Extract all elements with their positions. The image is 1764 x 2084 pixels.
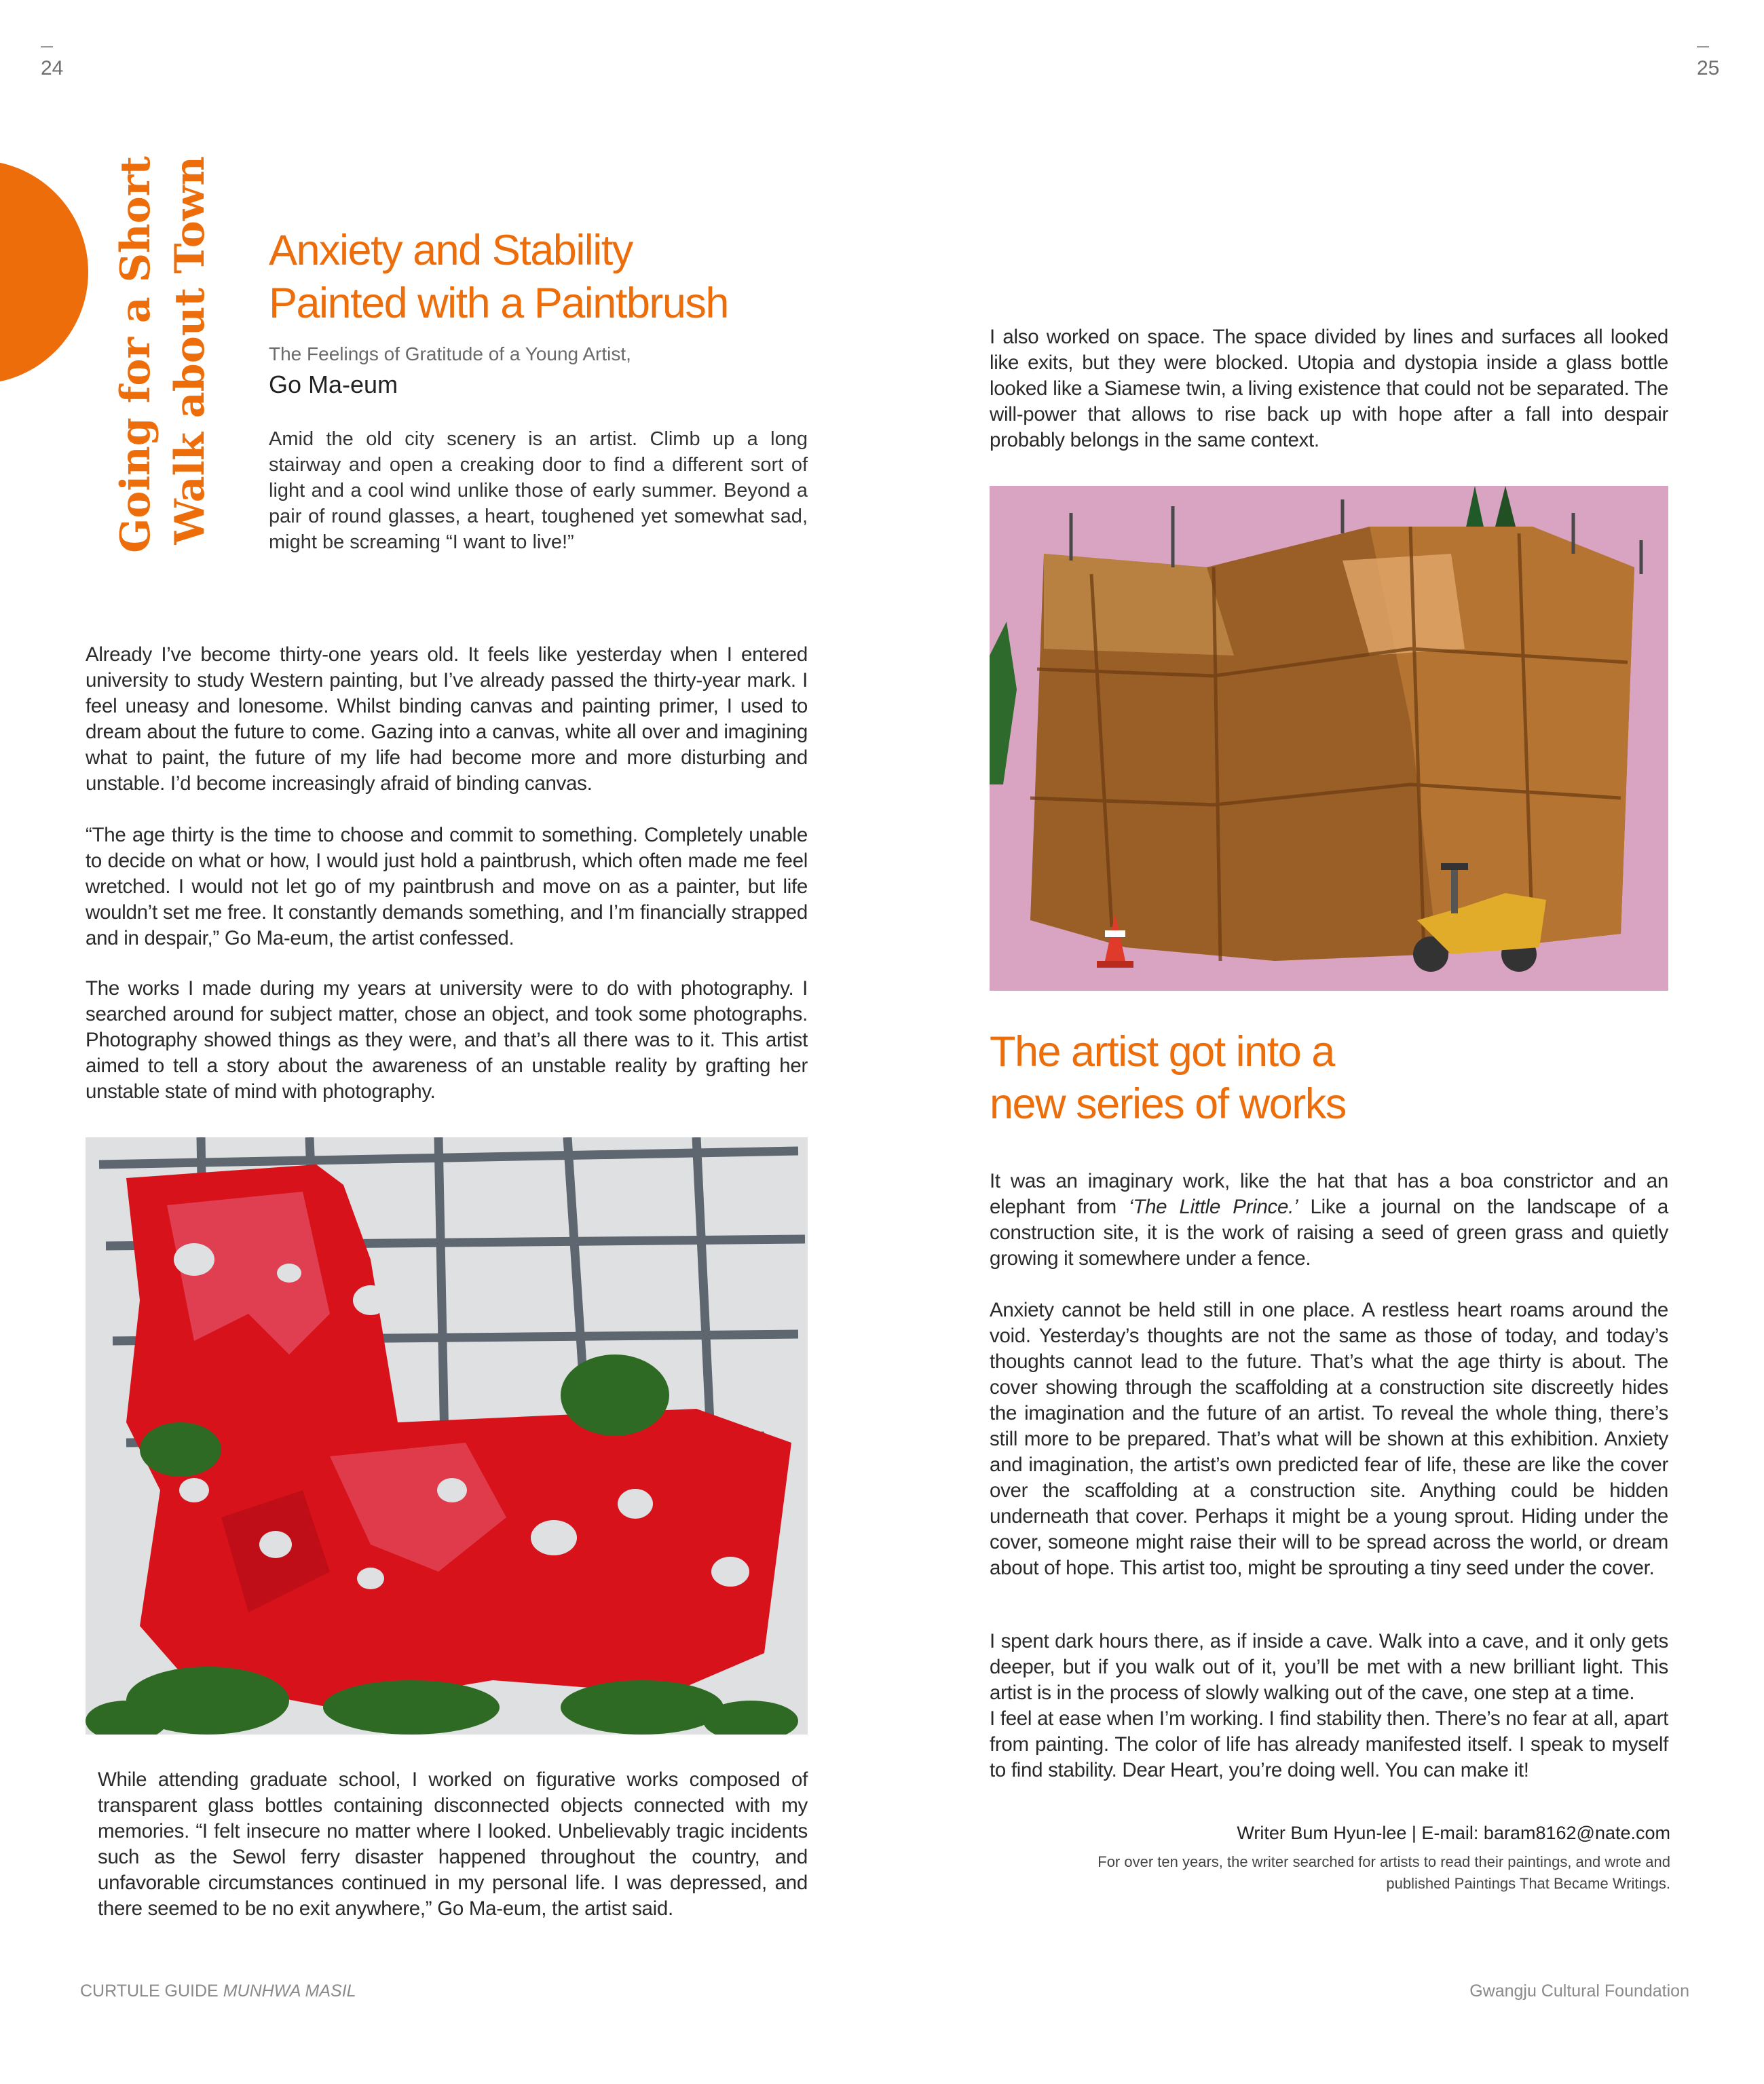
footer-prefix: CURTULE GUIDE: [80, 1982, 223, 2001]
footer-magazine-name: [80, 1982, 356, 2001]
section-marker-circle: [0, 160, 88, 384]
article-subtitle: The Feelings of Gratitude of a Young Artist,: [269, 343, 631, 364]
footer-magazine-title: MUNHWA MASIL: [223, 1982, 356, 2001]
article-title: [269, 224, 785, 330]
artist-name: Go Ma-eum: [269, 371, 398, 398]
body-paragraph-4: While attending graduate school, I worked on figurative works composed of transparent glass bottles containing disconnected objects connected with my memories. “I felt insecure no matter where I looked. Unbelievably tragic incidents such as the Sewol ferry disaster happened throughout the country, and unfavorable circumstances continued in my personal life. I was depressed, and there seemed to be no exit anywhere,” Go Ma-eum, the artist said.: [98, 1768, 808, 1920]
section-title-line2: new series of works: [990, 1080, 1346, 1128]
section-title: [990, 1026, 1600, 1131]
painting-red-cloth: [86, 1137, 808, 1735]
section-label-line1: Going for a Short: [112, 156, 159, 553]
body-paragraph-6: [990, 1169, 1668, 1272]
book-title: ‘The Little Prince.’: [1129, 1196, 1298, 1218]
body-paragraph-7: Anxiety cannot be held still in one place. A restless heart roams around the void. Yesterday’s thoughts are not the same as those of today, and today’s thoughts cannot lead to the future. That’s what the age thirty is about. The cover showing through the scaffolding at a construction site discreetly hides the imagination and the future of an artist. To reveal the whole thing, there’s still more to be prepared. That’s what will be shown at this exhibition. Anxiety and imagination, the artist’s own predicted fear of life, these are like the cover over the scaffolding at a construction site. Anything could be hidden underneath that cover. Perhaps it might be a young sprout. Hiding under the cover, someone might raise their will to be spread across the world, or dream about of hope. This artist too, might be sprouting a tiny seed under the cover.: [990, 1299, 1668, 1579]
writer-note: [1059, 1851, 1670, 1895]
writer-note-line1: For over ten years, the writer searched for artists to read their paintings, and wrote and: [1097, 1853, 1670, 1870]
body-paragraph-8: I spent dark hours there, as if inside a cave. Walk into a cave, and it only gets deeper, but if you walk out of it, you’ll be met with a new brilliant light. This artist is in the process of slowly walking out of the cave, one step at a time.: [990, 1630, 1668, 1704]
footer-publisher: Gwangju Cultural Foundation: [1469, 1982, 1689, 2001]
writer-note-line2: published Paintings That Became Writings.: [1386, 1875, 1670, 1892]
body-paragraph-6-end: Like a journal on the landscape of a construction site, it is the work of raising a seed of green grass and quietly growing it somewhere under a fence.: [990, 1196, 1668, 1270]
page-number-right: 25: [1697, 46, 1719, 80]
body-paragraph-2: “The age thirty is the time to choose and commit to something. Completely unable to decide on what or how, I would just hold a paintbrush, which often made me feel wretched. I would not let go of my paintbrush and move on as a painter, but life wouldn’t set me free. It constantly demands something, and I’m financially strapped and in despair,” Go Ma-eum, the artist confessed.: [86, 824, 808, 949]
intro-paragraph: Amid the old city scenery is an artist. Climb up a long stairway and open a creaking door to find a different sort of light and a cool wind unlike those of early summer. Beyond a pair of round glasses, a heart, toughened yet somewhat sad, might be screaming “I want to live!”: [269, 428, 808, 553]
section-label-line2: Walk about Town: [166, 156, 214, 545]
article-title-line1: Anxiety and Stability: [269, 227, 633, 274]
body-paragraph-5: I also worked on space. The space divided by lines and surfaces all looked like exits, but they were blocked. Utopia and dystopia inside a glass bottle looked like a Siamese twin, a living existence that could not be separated. The will-power that allows to rise back up with hope after a fall into despair probably belongs in the same context.: [990, 326, 1668, 451]
body-paragraph-1: Already I’ve become thirty-one years old. It feels like yesterday when I entered university to study Western painting, but I’ve already passed the thirty-year mark. I feel uneasy and lonesome. Whilst binding canvas and painting primer, I used to dream about the future to come. Gazing into a canvas, white all over and imagining what to paint, the future of my life had become more and more disturbing and unstable. I’d become increasingly afraid of binding canvas.: [86, 643, 808, 795]
section-label: [109, 156, 224, 563]
page-number-left: 24: [41, 46, 63, 80]
body-paragraph-3: The works I made during my years at university were to do with photography. I searched around for subject matter, chose an object, and took some photographs. Photography showed things as they were, and that’s all there was to it. This artist aimed to tell a story about the awareness of an unstable reality by grafting her unstable state of mind with photography.: [86, 977, 808, 1103]
article-title-line2: Painted with a Paintbrush: [269, 280, 728, 327]
body-paragraph-6-start: It was an imaginary work, like the hat that has a boa constrictor and an elephant from: [990, 1170, 1668, 1218]
body-paragraph-9: I feel at ease when I’m working. I find stability then. There’s no fear at all, apart from painting. The color of life has already manifested itself. I speak to myself to find stability. Dear Heart, you’re doing well. You can make it!: [990, 1707, 1668, 1781]
section-title-line1: The artist got into a: [990, 1028, 1334, 1076]
painting-wrapped-building: [990, 486, 1668, 991]
writer-credit: Writer Bum Hyun-lee | E-mail: baram8162@nate.com: [1237, 1823, 1670, 1843]
